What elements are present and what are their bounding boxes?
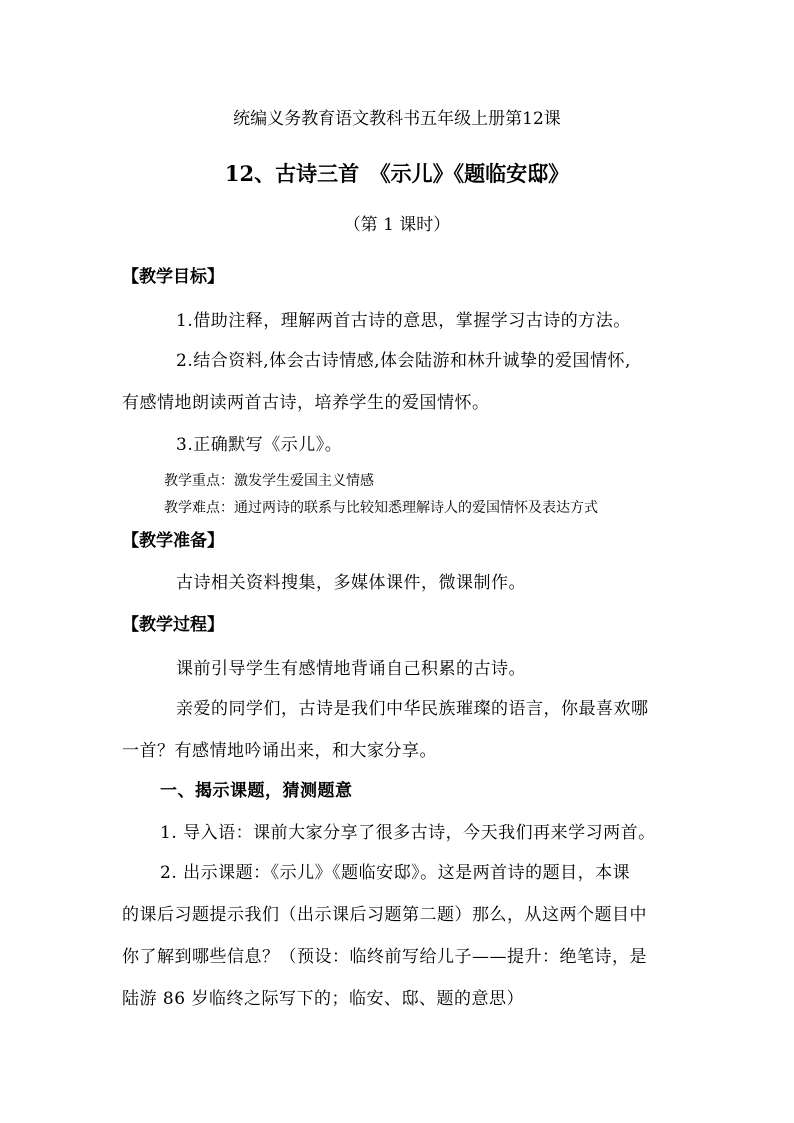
process-heading: 【教学过程】: [122, 615, 224, 635]
goal-item-3: 3.正确默写《示儿》。: [176, 435, 343, 455]
goal-item-1: 1.借助注释，理解两首古诗的意思，掌握学习古诗的方法。: [176, 311, 631, 331]
process-line-1: 课前引导学生有感情地背诵自己积累的古诗。: [176, 659, 526, 679]
lesson-period: （第 1 课时）: [343, 215, 451, 235]
prep-heading: 【教学准备】: [122, 531, 224, 551]
goal-item-2: 2.结合资料,体会古诗情感,体会陆游和林升诚挚的爱国情怀,: [176, 351, 631, 371]
part1-line-5: 陆游 86 岁临终之际写下的；临安、邸、题的意思）: [122, 989, 524, 1009]
process-line-2: 亲爱的同学们，古诗是我们中华民族璀璨的语言，你最喜欢哪: [176, 699, 649, 719]
teaching-key-point: 教学重点：激发学生爱国主义情感: [164, 473, 374, 489]
part1-heading: 一、揭示课题，猜测题意: [160, 781, 353, 801]
prep-text: 古诗相关资料搜集，多媒体课件，微课制作。: [176, 573, 526, 593]
goal-item-2-cont: 有感情地朗读两首古诗，培养学生的爱国情怀。: [122, 393, 490, 413]
textbook-subtitle: 统编义务教育语文教科书五年级上册第12课: [233, 109, 561, 129]
part1-line-4: 你了解到哪些信息？（预设：临终前写给儿子——提升：绝笔诗，是: [122, 947, 647, 967]
part1-line-2: 2. 出示课题：《示儿》《题临安邸》。这是两首诗的题目，本课: [160, 863, 631, 883]
teaching-difficulty: 教学难点：通过两诗的联系与比较知悉理解诗人的爱国情怀及表达方式: [164, 500, 598, 516]
lesson-title: 12、古诗三首 《示儿》《题临安邸》: [224, 161, 570, 186]
part1-line-3: 的课后习题提示我们（出示课后习题第二题）那么，从这两个题目中: [122, 905, 647, 925]
part1-line-1: 1. 导入语：课前大家分享了很多古诗，今天我们再来学习两首。: [160, 823, 656, 843]
goals-heading: 【教学目标】: [122, 267, 224, 287]
process-line-3: 一首？有感情地吟诵出来，和大家分享。: [122, 741, 437, 761]
